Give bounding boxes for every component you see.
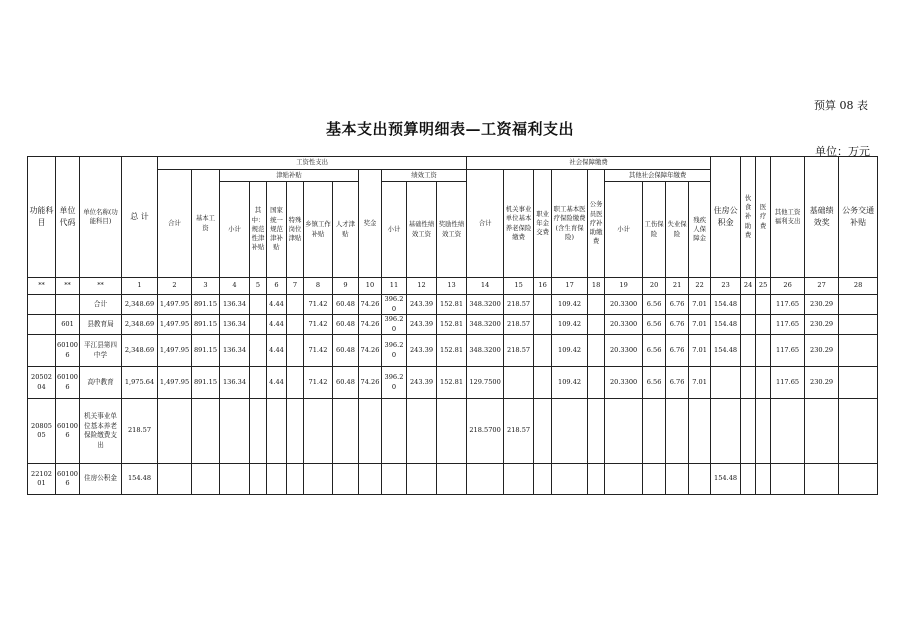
col-soc-medical: 职工基本医疗保险缴费(含生育保险): [552, 170, 588, 278]
col-medical: 医疗费: [756, 157, 771, 278]
value-cell: 71.42: [304, 315, 333, 335]
value-cell: [250, 399, 267, 464]
value-cell: 152.81: [437, 315, 467, 335]
value-cell: 152.81: [437, 295, 467, 315]
col-soc-civil-med: 公务员医疗补助缴费: [588, 170, 605, 278]
value-cell: 4.44: [267, 295, 287, 315]
value-cell: [192, 399, 220, 464]
value-cell: [437, 464, 467, 495]
value-cell: [771, 464, 805, 495]
value-cell: [359, 464, 382, 495]
index-cell: 26: [771, 278, 805, 295]
unit-code-cell: 601006: [56, 335, 80, 367]
value-cell: [666, 464, 689, 495]
value-cell: 218.57: [504, 315, 534, 335]
func-code-cell: [28, 315, 56, 335]
index-cell: 3: [192, 278, 220, 295]
group-social: 社会保障缴费: [467, 157, 711, 170]
index-cell: 23: [711, 278, 741, 295]
unit-code-cell: 601006: [56, 367, 80, 399]
value-cell: 7.01: [689, 367, 711, 399]
value-cell: 7.01: [689, 295, 711, 315]
value-cell: [534, 464, 552, 495]
value-cell: 109.42: [552, 335, 588, 367]
value-cell: 218.5700: [467, 399, 504, 464]
func-code-cell: [28, 295, 56, 315]
col-base-wage: 基本工资: [192, 170, 220, 278]
col-meal: 伙食补助费: [741, 157, 756, 278]
col-unit-name: 单位名称(功能科目): [80, 157, 122, 278]
value-cell: 60.48: [333, 315, 359, 335]
value-cell: 74.26: [359, 335, 382, 367]
col-other-wage: 其他工资福利支出: [771, 157, 805, 278]
value-cell: 71.42: [304, 295, 333, 315]
value-cell: [689, 464, 711, 495]
index-cell: 19: [605, 278, 643, 295]
value-cell: 6.56: [643, 315, 666, 335]
value-cell: 891.15: [192, 367, 220, 399]
index-row-body: [28, 278, 878, 295]
value-cell: [839, 295, 878, 315]
col-func-code: 功能科目: [28, 157, 56, 278]
table-row: [28, 399, 878, 464]
value-cell: 891.15: [192, 315, 220, 335]
value-cell: [689, 399, 711, 464]
value-cell: 230.29: [805, 335, 839, 367]
value-cell: [407, 464, 437, 495]
index-cell: 24: [741, 278, 756, 295]
value-cell: [839, 335, 878, 367]
value-cell: [771, 399, 805, 464]
unit-name-cell: 机关事业单位基本养老保险缴费支出: [80, 399, 122, 464]
value-cell: 109.42: [552, 367, 588, 399]
index-cell: 20: [643, 278, 666, 295]
index-cell: 12: [407, 278, 437, 295]
value-cell: [382, 399, 407, 464]
value-cell: 154.48: [711, 464, 741, 495]
value-cell: 152.81: [437, 367, 467, 399]
value-cell: 154.48: [122, 464, 158, 495]
value-cell: 136.34: [220, 295, 250, 315]
value-cell: [588, 315, 605, 335]
value-cell: [839, 399, 878, 464]
value-cell: [805, 399, 839, 464]
value-cell: [643, 464, 666, 495]
index-cell: 2: [158, 278, 192, 295]
value-cell: 218.57: [122, 399, 158, 464]
index-cell: 11: [382, 278, 407, 295]
value-cell: [333, 399, 359, 464]
value-cell: 136.34: [220, 335, 250, 367]
value-cell: [756, 367, 771, 399]
value-cell: 2,348.69: [122, 335, 158, 367]
value-cell: [534, 335, 552, 367]
value-cell: 7.01: [689, 335, 711, 367]
value-cell: [666, 399, 689, 464]
index-cell: 22: [689, 278, 711, 295]
value-cell: [287, 295, 304, 315]
value-cell: 1,497.95: [158, 315, 192, 335]
page-title: 基本支出预算明细表—工资福利支出: [325, 120, 574, 138]
value-cell: [643, 399, 666, 464]
col-sub-c1: 其中：规范性津补贴: [250, 182, 267, 278]
value-cell: [741, 399, 756, 464]
value-cell: 6.56: [643, 367, 666, 399]
index-cell: 16: [534, 278, 552, 295]
unit-code-cell: 601: [56, 315, 80, 335]
col-perf-reward: 奖励性绩效工资: [437, 182, 467, 278]
value-cell: [534, 399, 552, 464]
value-cell: 109.42: [552, 295, 588, 315]
header-row-1: [28, 157, 878, 170]
value-cell: 74.26: [359, 367, 382, 399]
value-cell: 4.44: [267, 367, 287, 399]
value-cell: 6.56: [643, 335, 666, 367]
value-cell: [756, 315, 771, 335]
col-soc-pension: 机关事业单位基本养老保险缴费: [504, 170, 534, 278]
value-cell: 117.65: [771, 335, 805, 367]
col-total: 总 计: [122, 157, 158, 278]
index-cell: 28: [839, 278, 878, 295]
value-cell: [158, 399, 192, 464]
index-cell: 6: [267, 278, 287, 295]
value-cell: 60.48: [333, 335, 359, 367]
index-cell: **: [80, 278, 122, 295]
value-cell: [741, 464, 756, 495]
value-cell: 6.76: [666, 367, 689, 399]
value-cell: 891.15: [192, 295, 220, 315]
index-cell: 14: [467, 278, 504, 295]
value-cell: 348.3200: [467, 335, 504, 367]
col-oth-disabled: 残疾人保障金: [689, 182, 711, 278]
col-perf-base: 基础性绩效工资: [407, 182, 437, 278]
index-cell: 27: [805, 278, 839, 295]
unit-label: 单位：万元: [815, 145, 870, 158]
value-cell: [534, 295, 552, 315]
value-cell: 74.26: [359, 315, 382, 335]
col-soc-sum: 合计: [467, 170, 504, 278]
value-cell: [588, 335, 605, 367]
value-cell: [588, 464, 605, 495]
value-cell: 154.48: [711, 295, 741, 315]
func-code-cell: [28, 335, 56, 367]
index-cell: **: [56, 278, 80, 295]
unit-name-cell: 合计: [80, 295, 122, 315]
value-cell: 396.20: [382, 367, 407, 399]
value-cell: [220, 399, 250, 464]
index-cell: 10: [359, 278, 382, 295]
unit-code-cell: 601006: [56, 399, 80, 464]
value-cell: 136.34: [220, 367, 250, 399]
value-cell: [192, 464, 220, 495]
value-cell: 396.20: [382, 335, 407, 367]
value-cell: 71.42: [304, 367, 333, 399]
unit-name-cell: 高中教育: [80, 367, 122, 399]
value-cell: 230.29: [805, 295, 839, 315]
unit-name-cell: 县教育局: [80, 315, 122, 335]
value-cell: 2,348.69: [122, 315, 158, 335]
value-cell: [467, 464, 504, 495]
value-cell: 20.3300: [605, 335, 643, 367]
value-cell: 154.48: [711, 315, 741, 335]
col-oth-unemp: 失业保险: [666, 182, 689, 278]
index-cell: 18: [588, 278, 605, 295]
index-cell: 15: [504, 278, 534, 295]
col-perf-sum: 小计: [382, 182, 407, 278]
col-transport: 公务交通补贴: [839, 157, 878, 278]
index-cell: 21: [666, 278, 689, 295]
value-cell: [756, 295, 771, 315]
value-cell: [250, 295, 267, 315]
value-cell: [839, 367, 878, 399]
value-cell: [741, 295, 756, 315]
value-cell: [287, 315, 304, 335]
col-housing: 住房公积金: [711, 157, 741, 278]
value-cell: [250, 367, 267, 399]
value-cell: 60.48: [333, 367, 359, 399]
value-cell: [267, 464, 287, 495]
value-cell: [534, 367, 552, 399]
column-index-row: [28, 278, 878, 295]
value-cell: [605, 399, 643, 464]
value-cell: [407, 399, 437, 464]
value-cell: [250, 335, 267, 367]
value-cell: 891.15: [192, 335, 220, 367]
value-cell: [220, 464, 250, 495]
group-other-social: 其他社会保障年缴费: [605, 170, 711, 182]
value-cell: 230.29: [805, 315, 839, 335]
table-row: [28, 315, 878, 335]
col-sub-c2: 国家统一规范津补贴: [267, 182, 287, 278]
budget-table-number: 预算 08 表: [814, 99, 868, 112]
func-code-cell: 2210201: [28, 464, 56, 495]
index-cell: 4: [220, 278, 250, 295]
value-cell: [588, 367, 605, 399]
value-cell: [534, 315, 552, 335]
value-cell: [287, 399, 304, 464]
group-wage: 工资性支出: [158, 157, 467, 170]
value-cell: 243.39: [407, 315, 437, 335]
value-cell: 1,497.95: [158, 367, 192, 399]
value-cell: 230.29: [805, 367, 839, 399]
value-cell: 243.39: [407, 335, 437, 367]
value-cell: 1,497.95: [158, 335, 192, 367]
index-cell: 5: [250, 278, 267, 295]
value-cell: 243.39: [407, 367, 437, 399]
value-cell: [756, 399, 771, 464]
value-cell: 20.3300: [605, 295, 643, 315]
col-sub-c4: 乡镇工作补贴: [304, 182, 333, 278]
value-cell: [437, 399, 467, 464]
value-cell: [839, 464, 878, 495]
value-cell: 117.65: [771, 315, 805, 335]
value-cell: 71.42: [304, 335, 333, 367]
func-code-cell: 2080505: [28, 399, 56, 464]
value-cell: [756, 464, 771, 495]
index-cell: **: [28, 278, 56, 295]
value-cell: 109.42: [552, 315, 588, 335]
value-cell: 4.44: [267, 335, 287, 367]
col-unit-code: 单位代码: [56, 157, 80, 278]
table-row: [28, 464, 878, 495]
col-sub-c5: 人才津贴: [333, 182, 359, 278]
value-cell: [287, 367, 304, 399]
value-cell: [382, 464, 407, 495]
value-cell: [605, 464, 643, 495]
table-row: [28, 367, 878, 399]
value-cell: [359, 399, 382, 464]
value-cell: [287, 335, 304, 367]
value-cell: 218.57: [504, 335, 534, 367]
col-soc-annuity: 职业年金交费: [534, 170, 552, 278]
value-cell: 117.65: [771, 367, 805, 399]
value-cell: 243.39: [407, 295, 437, 315]
value-cell: 1,975.64: [122, 367, 158, 399]
data-rows-body: [28, 295, 878, 495]
value-cell: 348.3200: [467, 315, 504, 335]
col-bonus: 奖金: [359, 170, 382, 278]
value-cell: [741, 315, 756, 335]
value-cell: 154.48: [711, 335, 741, 367]
col-wage-sum: 合计: [158, 170, 192, 278]
col-sub-c3: 特殊岗位津贴: [287, 182, 304, 278]
value-cell: [588, 295, 605, 315]
value-cell: [250, 464, 267, 495]
value-cell: [250, 315, 267, 335]
value-cell: 152.81: [437, 335, 467, 367]
value-cell: [552, 464, 588, 495]
value-cell: [333, 464, 359, 495]
index-cell: 13: [437, 278, 467, 295]
index-cell: 25: [756, 278, 771, 295]
value-cell: 20.3300: [605, 367, 643, 399]
value-cell: 396.20: [382, 315, 407, 335]
col-sub-sum: 小计: [220, 182, 250, 278]
col-oth-sum: 小计: [605, 182, 643, 278]
value-cell: [287, 464, 304, 495]
value-cell: 6.56: [643, 295, 666, 315]
value-cell: [504, 464, 534, 495]
value-cell: [304, 399, 333, 464]
value-cell: 7.01: [689, 315, 711, 335]
value-cell: 218.57: [504, 295, 534, 315]
value-cell: 6.76: [666, 335, 689, 367]
value-cell: [304, 464, 333, 495]
unit-code-cell: [56, 295, 80, 315]
unit-code-cell: 601006: [56, 464, 80, 495]
value-cell: [741, 335, 756, 367]
value-cell: [711, 367, 741, 399]
index-cell: 8: [304, 278, 333, 295]
value-cell: 348.3200: [467, 295, 504, 315]
value-cell: [741, 367, 756, 399]
value-cell: [756, 335, 771, 367]
index-cell: 17: [552, 278, 588, 295]
value-cell: 4.44: [267, 315, 287, 335]
index-cell: 9: [333, 278, 359, 295]
value-cell: 60.48: [333, 295, 359, 315]
value-cell: [839, 315, 878, 335]
value-cell: 129.7500: [467, 367, 504, 399]
value-cell: 6.76: [666, 315, 689, 335]
value-cell: 20.3300: [605, 315, 643, 335]
value-cell: 117.65: [771, 295, 805, 315]
value-cell: 6.76: [666, 295, 689, 315]
value-cell: 1,497.95: [158, 295, 192, 315]
index-cell: 1: [122, 278, 158, 295]
value-cell: [158, 464, 192, 495]
group-subsidy: 津贴补贴: [220, 170, 359, 182]
value-cell: [552, 399, 588, 464]
value-cell: [588, 399, 605, 464]
value-cell: 218.57: [504, 399, 534, 464]
budget-table: [27, 156, 878, 495]
value-cell: [267, 399, 287, 464]
table-row: [28, 295, 878, 315]
value-cell: 74.26: [359, 295, 382, 315]
func-code-cell: 2050204: [28, 367, 56, 399]
value-cell: [504, 367, 534, 399]
value-cell: [711, 399, 741, 464]
table-row: [28, 335, 878, 367]
value-cell: [805, 464, 839, 495]
value-cell: 2,348.69: [122, 295, 158, 315]
col-base-perf: 基础绩效奖: [805, 157, 839, 278]
value-cell: 396.20: [382, 295, 407, 315]
col-oth-injury: 工伤保险: [643, 182, 666, 278]
unit-name-cell: 平江县第四中学: [80, 335, 122, 367]
group-performance: 绩效工资: [382, 170, 467, 182]
index-cell: 7: [287, 278, 304, 295]
value-cell: 136.34: [220, 315, 250, 335]
unit-name-cell: 住房公积金: [80, 464, 122, 495]
